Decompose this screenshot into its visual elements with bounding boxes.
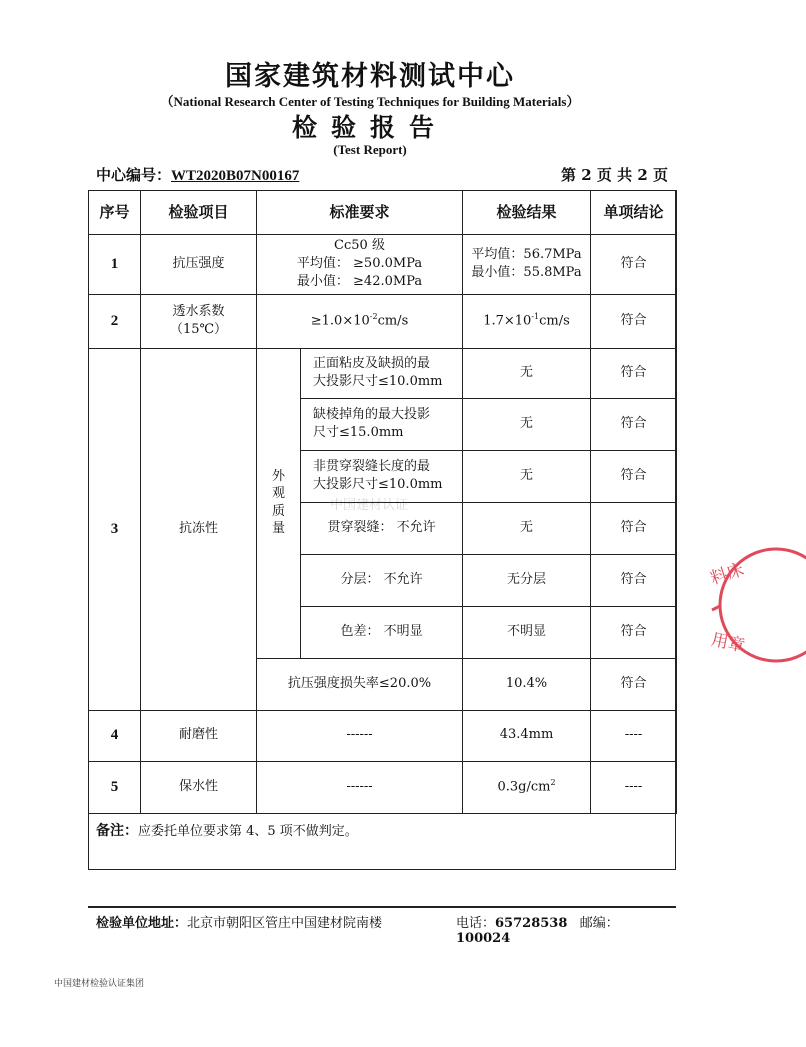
page-info: 第 2 页 共 2 页: [561, 166, 668, 184]
report-title: 检验报告: [291, 113, 448, 142]
sub-result: 无: [463, 398, 591, 450]
tel-value: 65728538: [495, 916, 568, 931]
row-no: 4: [89, 710, 141, 761]
req-line: 正面粘皮及缺损的最: [313, 355, 431, 371]
row-conclusion: 符合: [591, 294, 677, 348]
organization-footer: 中国建材检验认证集团: [54, 979, 145, 989]
center-number-label: 中心编号：: [96, 166, 172, 184]
sub-conclusion: 符合: [591, 348, 677, 398]
req-exponent: -2: [369, 312, 378, 322]
center-number: [96, 164, 299, 185]
row-conclusion: ----: [591, 761, 677, 813]
row-result: 43.4mm: [463, 710, 591, 761]
req-unit: cm/s: [377, 313, 409, 329]
header-conclusion: 单项结论: [591, 191, 677, 235]
zip-value: 100024: [456, 931, 511, 946]
remark-label: 备注：: [96, 823, 138, 839]
item-line: （15℃）: [169, 322, 228, 338]
res-exponent: 2: [550, 778, 556, 788]
sub-requirement: 分层： 不允许: [301, 554, 463, 606]
address-value: 北京市朝阳区管庄中国建材院南楼: [187, 916, 383, 931]
contact-info: [456, 912, 672, 946]
page-title: 国家建筑材料测试中心: [225, 61, 515, 92]
req-line: 非贯穿裂缝长度的最: [313, 458, 431, 474]
res-base: 1.7×10: [483, 313, 532, 329]
res-line: 平均值：56.7MPa: [471, 247, 582, 263]
header-item: 检验项目: [141, 191, 257, 235]
row-conclusion: 符合: [591, 235, 677, 295]
remark-text: 应委托单位要求第 4、5 项不做判定。: [138, 824, 358, 839]
res-unit: cm/s: [539, 313, 570, 329]
req-line: 平均值： ≥50.0MPa: [296, 256, 423, 272]
row-conclusion: ----: [591, 710, 677, 761]
item-line: 透水系数: [172, 303, 225, 319]
req-line: 缺棱掉角的最大投影: [313, 406, 431, 422]
req-line: Cc50 级: [334, 238, 385, 253]
row-no: 3: [89, 348, 141, 710]
seal-text-top: 料床: [708, 559, 747, 590]
report-title-english: (Test Report): [333, 142, 407, 157]
address-label: 检验单位地址：: [96, 916, 188, 931]
footer: [96, 912, 672, 946]
footer-divider: [88, 906, 676, 908]
sub-conclusion: 符合: [591, 606, 677, 658]
sub-requirement: 贯穿裂缝： 不允许: [301, 502, 463, 554]
official-seal-icon: [706, 540, 806, 670]
row-item: 抗压强度: [141, 235, 257, 295]
watermark-text: 中国建材认证: [330, 498, 409, 513]
row-no: 5: [89, 761, 141, 813]
row-item: 保水性: [141, 761, 257, 813]
sub-conclusion: 符合: [591, 502, 677, 554]
remark: [96, 820, 358, 840]
header-requirement: 标准要求: [257, 191, 463, 235]
tel-label: 电话：: [456, 916, 496, 931]
seal-text-bottom: 用章: [709, 630, 747, 657]
req-line: 大投影尺寸≤10.0mm: [313, 477, 443, 493]
sub-result: 无分层: [463, 554, 591, 606]
sub-conclusion: 符合: [591, 398, 677, 450]
res-line: 最小值：55.8MPa: [471, 265, 582, 281]
row-item: 耐磨性: [141, 710, 257, 761]
sub-conclusion: 符合: [591, 450, 677, 502]
row-requirement: ------: [257, 710, 463, 761]
header-no: 序号: [89, 191, 141, 235]
row-no: 1: [89, 235, 141, 295]
header-result: 检验结果: [463, 191, 591, 235]
req-line: 大投影尺寸≤10.0mm: [313, 374, 443, 390]
row-item: 抗冻性: [141, 348, 257, 710]
req-base: ≥1.0×10: [310, 313, 370, 329]
sub-result: 无: [463, 348, 591, 398]
res-base: 0.3g/cm: [497, 779, 551, 795]
row-no: 2: [89, 294, 141, 348]
table-frame: [88, 190, 676, 870]
loss-conclusion: 符合: [591, 658, 677, 710]
req-line: 最小值： ≥42.0MPa: [296, 274, 423, 290]
sub-result: 无: [463, 502, 591, 554]
loss-requirement: 抗压强度损失率≤20.0%: [257, 658, 463, 710]
req-line: 尺寸≤15.0mm: [313, 425, 404, 441]
res-exponent: -1: [531, 312, 540, 322]
sub-conclusion: 符合: [591, 554, 677, 606]
page-title-english: （National Research Center of Testing Techniques for Building Materials）: [160, 94, 580, 109]
center-number-value: WT2020B07N00167: [171, 168, 300, 184]
loss-result: 10.4%: [463, 658, 591, 710]
zip-label: 邮编：: [579, 916, 619, 931]
group-label-text: 外观质量: [271, 468, 285, 537]
sub-result: 无: [463, 450, 591, 502]
row-requirement: ------: [257, 761, 463, 813]
sub-result: 不明显: [463, 606, 591, 658]
sub-requirement: 色差： 不明显: [301, 606, 463, 658]
